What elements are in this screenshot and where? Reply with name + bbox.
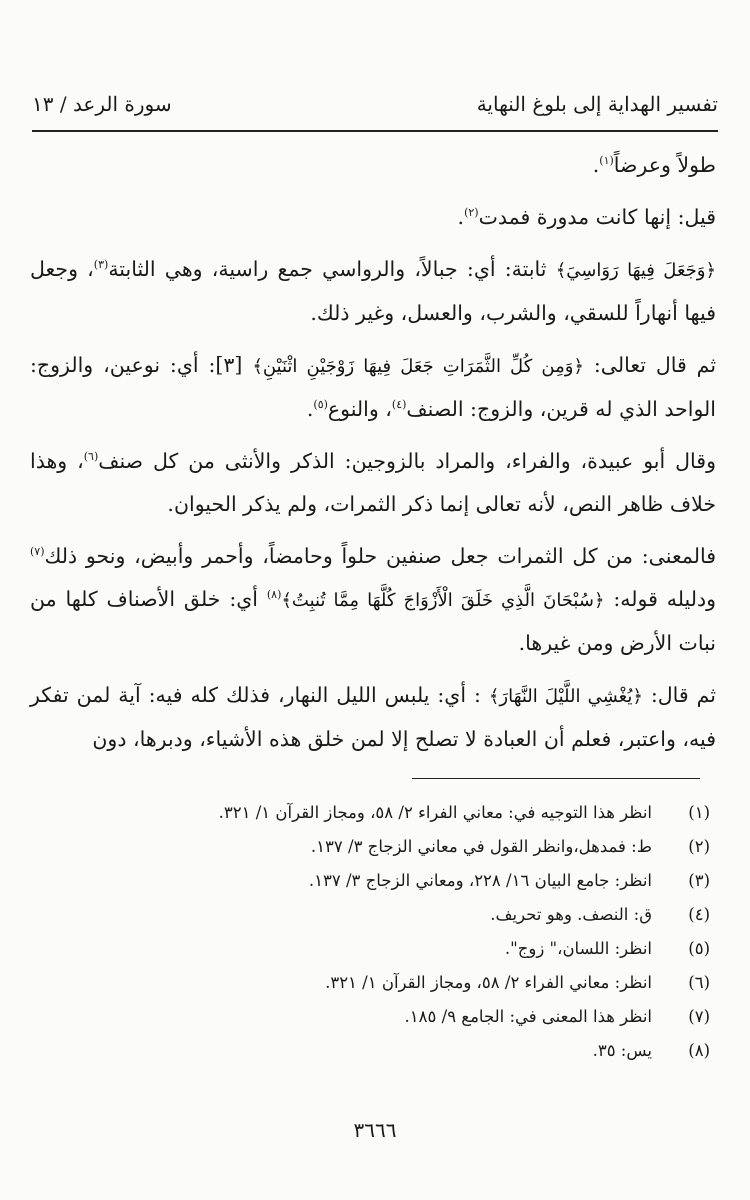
footnote-text: يس: ٣٥. [592,1041,652,1060]
text-run: [٣]: أي: نوعين، والزوج: الواحد الذي له قرين، والزوج: الصنف [30,353,716,421]
footnote-ref: (٦) [83,450,99,464]
text-run: . [457,205,465,229]
text-run: : أي: يلبس الليل النهار، فذلك كله فيه: آية لمن تفكر فيه، واعتبر، فعلم أن العبادة لا تصلح إلا لمن خلق هذه الأشياء، ودبرها، دون [30,683,716,751]
footnote-number: (٤) [688,905,710,924]
footnote-ref: (٨) [266,588,282,602]
footnote-number: (٧) [688,1007,710,1026]
paragraph-3 [30,248,716,335]
quran-verse: ﴿يُغْشِي اللَّيْلَ النَّهَارَ﴾ [488,686,643,707]
text-run: ثابتة: أي: جبالاً، والرواسي جمع راسية، وهي الثابتة [108,257,556,281]
footnote-text: ق: النصف. وهو تحريف. [490,905,652,924]
text-run: قيل: إنها كانت مدورة فمدت [478,205,716,229]
footnote-text: انظر: جامع البيان ١٦/ ٢٢٨، ومعاني الزجاج ٣/ ١٣٧. [308,871,652,890]
text-run: . [592,153,600,177]
footnote-item [40,1034,710,1068]
footnote-text: انظر هذا التوجيه في: معاني الفراء ٢/ ٥٨، ومجاز القرآن ١/ ٣٢١. [218,803,652,822]
text-run: ودليله قوله: [604,587,717,611]
paragraph-2 [30,196,716,239]
footnote-text: ط: فمدهل،وانظر القول في معاني الزجاج ٣/ ١٣٧. [310,837,652,856]
footnote-text: انظر: معاني الفراء ٢/ ٥٨، ومجاز القرآن ١/ ٣٢١. [325,973,652,992]
quran-verse: ﴿وَجَعَلَ فِيهَا رَوَاسِيَ﴾ [555,260,716,281]
footnote-number: (٥) [688,939,710,958]
text-run: . [306,397,314,421]
paragraph-1 [30,144,716,187]
header-rule [32,130,718,132]
footnote-text: انظر: اللسان،" زوج". [504,939,652,958]
main-text [30,144,716,770]
page-header [32,86,718,126]
text-run: طولاً وعرضاً [613,153,716,177]
footnote-item [40,1000,710,1034]
paragraph-5 [30,440,716,526]
running-head-book-title: تفسير الهداية إلى بلوغ النهاية [476,92,718,116]
footnote-item [40,830,710,864]
footnote-number: (٦) [688,973,710,992]
footnote-item [40,898,710,932]
text-run: ثم قال: [642,683,716,707]
text-run: ، والنوع [327,397,392,421]
footnote-number: (٢) [688,837,710,856]
paragraph-7 [30,674,716,761]
footnote-number: (١) [688,803,710,822]
footnote-ref: (٥) [313,398,328,412]
text-run: فالمعنى: من كل الثمرات جعل صنفين حلواً وحامضاً، وأحمر وأبيض، ونحو ذلك [44,544,716,568]
footnote-item [40,932,710,966]
text-run: ثم قال تعالى: [583,353,717,377]
text-run: ، وجعل فيها أنهاراً للسقي، والشرب، والعسل، وغير ذلك. [30,257,716,325]
text-run: وقال أبو عبيدة، والفراء، والمراد بالزوجين: الذكر والأنثى من كل صنف [98,449,716,473]
paragraph-6 [30,535,716,665]
footnote-number: (٣) [688,871,710,890]
page-number: ٣٦٦٦ [353,1118,397,1142]
footnote-separator [412,778,700,779]
footnote-ref: (١) [599,154,614,168]
footnote-ref: (٢) [464,206,479,220]
footnote-item [40,796,710,830]
paragraph-4 [30,344,716,431]
footnote-ref: (٣) [93,258,109,272]
footnote-ref: (٤) [391,398,407,412]
running-head-surah: سورة الرعد / ١٣ [32,92,172,116]
text-run: ، وهذا خلاف ظاهر النص، لأنه تعالى إنما ذكر الثمرات، ولم يذكر الحيوان. [30,449,716,516]
quran-verse: ﴿سُبْحَانَ الَّذِي خَلَقَ الْأَزْوَاجَ كُلَّهَا مِمَّا تُنبِتُ﴾ [281,590,605,611]
text-run: أي: خلق الأصناف كلها من نبات الأرض ومن غيرها. [30,587,716,655]
footnote-text: انظر هذا المعنى في: الجامع ٩/ ١٨٥. [404,1007,652,1026]
quran-verse: ﴿وَمِن كُلِّ الثَّمَرَاتِ جَعَلَ فِيهَا زَوْجَيْنِ اثْنَيْنِ﴾ [252,356,584,377]
footnote-ref: (٧) [30,545,45,559]
footnotes-list [40,796,710,1068]
footnote-number: (٨) [688,1041,710,1060]
footnote-item [40,966,710,1000]
footnote-item [40,864,710,898]
